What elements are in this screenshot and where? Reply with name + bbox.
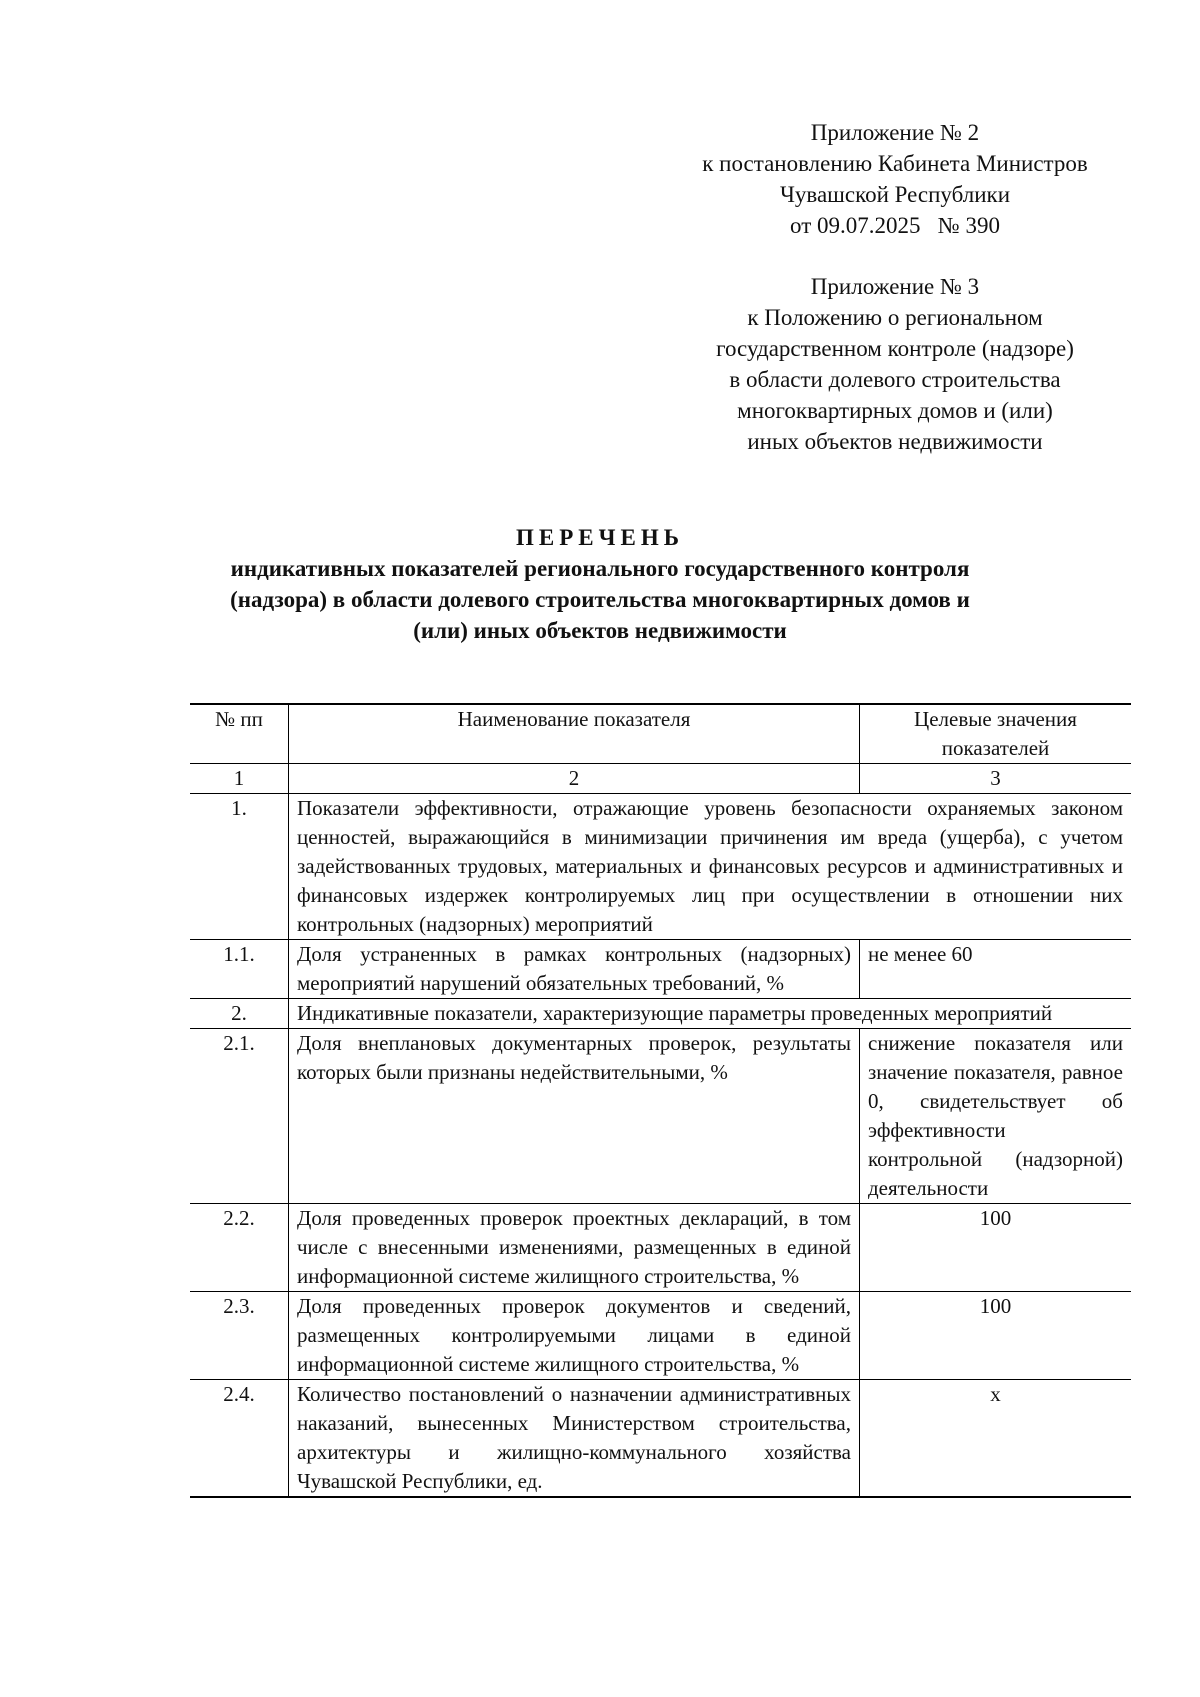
col-number: 2 (289, 764, 860, 794)
row-name: Доля проведенных проверок документов и сведений, размещенных контролируемыми лицами в единой информационной системе жилищного строительства, % (289, 1292, 860, 1380)
row-name: Доля проведенных проверок проектных деклараций, в том числе с внесенными изменениями, размещенных в единой информационной системе жилищного строительства, % (289, 1204, 860, 1292)
row-num: 2.3. (190, 1292, 289, 1380)
row-target: 100 (860, 1292, 1132, 1380)
appendix-2-reference (650, 117, 1140, 241)
col-number: 3 (860, 764, 1132, 794)
appendix-line: в области долевого строительства (729, 367, 1061, 392)
row-name: Доля устраненных в рамках контрольных (надзорных) мероприятий нарушений обязательных требований, % (289, 940, 860, 999)
row-target: не менее 60 (860, 940, 1132, 999)
table-row (190, 1380, 1131, 1498)
row-num: 1. (190, 794, 289, 940)
row-name: Доля внеплановых документарных проверок, результаты которых были признаны недействительными, % (289, 1029, 860, 1204)
col-number: 1 (190, 764, 289, 794)
appendix-line: государственном контроле (надзоре) (716, 336, 1074, 361)
table-row (190, 1292, 1131, 1380)
table-row (190, 1204, 1131, 1292)
appendix-line: Приложение № 2 (810, 120, 980, 145)
table-header-row (190, 704, 1131, 764)
document-title (0, 522, 1200, 646)
appendix-line: от 09.07.2025 № 390 (790, 213, 1000, 238)
row-target: снижение показателя или значение показателя, равное 0, свидетельствует об эффективности контрольной (надзорной) деятельности (860, 1029, 1132, 1204)
table-row (190, 794, 1131, 940)
row-num: 2.4. (190, 1380, 289, 1498)
title-line: индикативных показателей регионального государственного контроля (230, 556, 970, 581)
appendix-line: к постановлению Кабинета Министров (702, 151, 1088, 176)
row-num: 2. (190, 999, 289, 1029)
header-name: Наименование показателя (289, 704, 860, 764)
row-num: 1.1. (190, 940, 289, 999)
title-line: (или) иных объектов недвижимости (413, 618, 787, 643)
header-num: № пп (190, 704, 289, 764)
title-heading: ПЕРЕЧЕНЬ (516, 525, 684, 550)
header-target: Целевые значения показателей (860, 704, 1132, 764)
table-row (190, 940, 1131, 999)
row-target: х (860, 1380, 1132, 1498)
row-num: 2.1. (190, 1029, 289, 1204)
appendix-line: Приложение № 3 (810, 274, 980, 299)
appendix-line: Чувашской Республики (779, 182, 1011, 207)
row-name: Индикативные показатели, характеризующие параметры проведенных мероприятий (289, 999, 1132, 1029)
title-line: (надзора) в области долевого строительства многоквартирных домов и (230, 587, 970, 612)
appendix-line: к Положению о региональном (747, 305, 1043, 330)
appendix-line: иных объектов недвижимости (747, 429, 1043, 454)
appendix-line: многоквартирных домов и (или) (737, 398, 1053, 423)
table-row (190, 999, 1131, 1029)
column-numbers-row (190, 764, 1131, 794)
row-num: 2.2. (190, 1204, 289, 1292)
table-row (190, 1029, 1131, 1204)
row-name: Количество постановлений о назначении административных наказаний, вынесенных Министерством строительства, архитектуры и жилищно-коммунального хозяйства Чувашской Республики, ед. (289, 1380, 860, 1498)
appendix-3-reference (650, 271, 1140, 457)
row-target: 100 (860, 1204, 1132, 1292)
indicators-table (190, 703, 1131, 1498)
row-name: Показатели эффективности, отражающие уровень безопасности охраняемых законом ценностей, выражающийся в минимизации причинения им вреда (ущерба), с учетом задействованных трудовых, материальных и финансовых ресурсов и административных и финансовых издержек контролируемых лиц при осуществлении в отношении них контрольных (надзорных) мероприятий (289, 794, 1132, 940)
